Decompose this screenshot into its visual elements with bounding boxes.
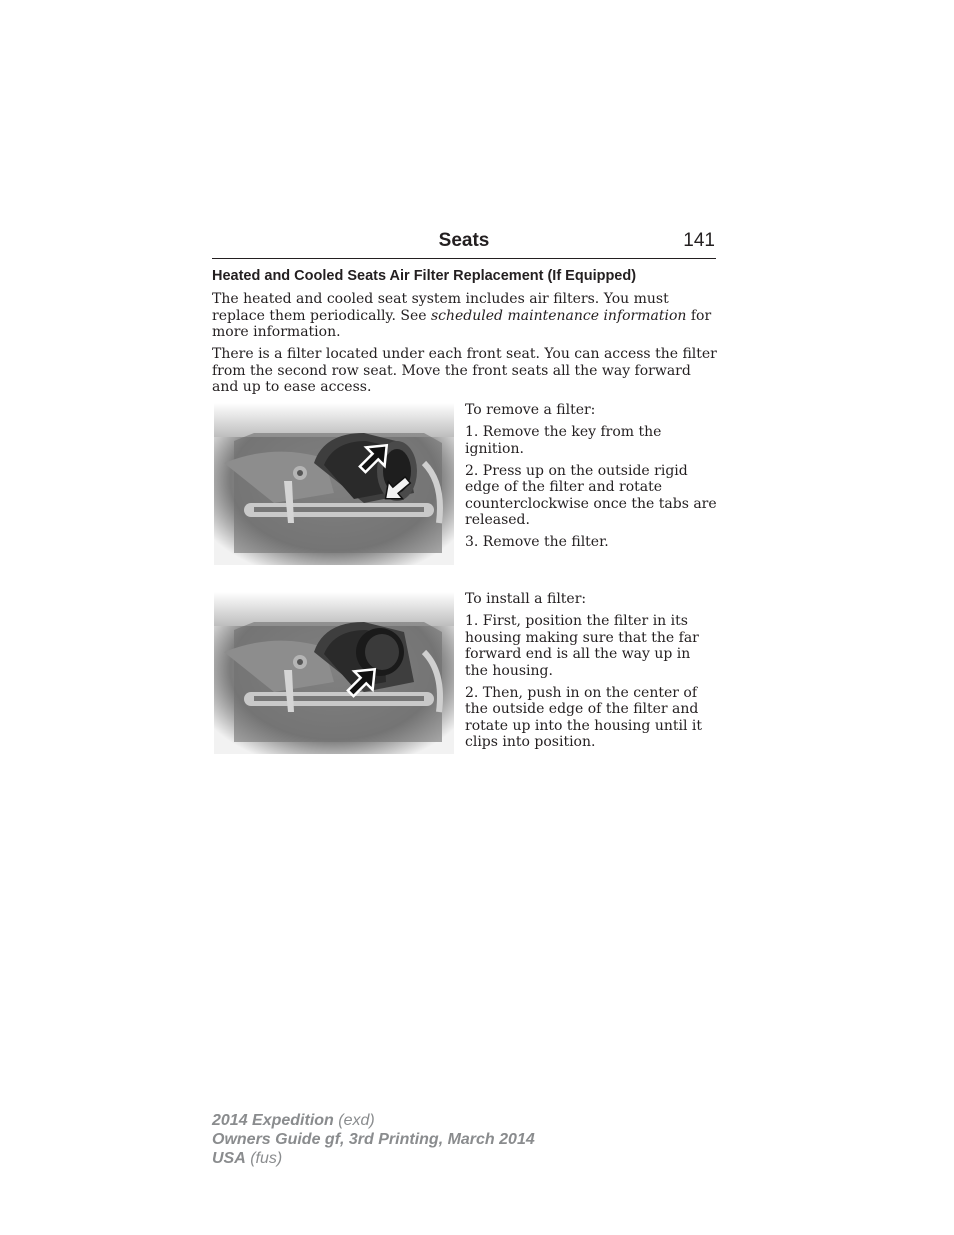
footer-model: 2014 Expedition xyxy=(212,1112,334,1129)
footer-market: USA xyxy=(212,1150,246,1167)
remove-step-1: 1. Remove the key from the ignition. xyxy=(465,424,662,457)
intro-paragraph xyxy=(212,291,718,341)
page-footer xyxy=(212,1111,535,1168)
remove-intro: To remove a filter: xyxy=(465,402,596,418)
location-paragraph: There is a filter located under each front seat. You can access the filter from the second row seat. Move the front seats all the way forward and up to ease access. xyxy=(212,346,717,395)
page-header xyxy=(212,228,716,259)
intro-text-end: for more information. xyxy=(212,307,712,340)
install-step-1: 1. First, position the filter in its housing making sure that the far forward end is all the way up in the housing. xyxy=(465,613,699,679)
footer-market-code: (fus) xyxy=(245,1150,283,1167)
section-heading: Heated and Cooled Seats Air Filter Replacement (If Equipped) xyxy=(212,268,637,284)
install-step-2: 2. Then, push in on the center of the outside edge of the filter and rotate up into the housing until it clips into position. xyxy=(465,684,702,750)
remove-step-3: 3. Remove the filter. xyxy=(465,534,609,550)
install-filter-steps xyxy=(465,591,717,756)
footer-printing: Owners Guide gf, 3rd Printing, March 2014 xyxy=(212,1131,535,1148)
install-filter-illustration xyxy=(214,592,454,754)
maintenance-reference-link[interactable]: scheduled maintenance information xyxy=(430,307,687,324)
install-intro: To install a filter: xyxy=(465,591,587,607)
page-number: 141 xyxy=(683,230,715,251)
intro-text-start: The heated and cooled seat system includes air filters. You must replace them periodically. See xyxy=(212,291,669,324)
remove-step-2: 2. Press up on the outside rigid edge of the filter and rotate counterclockwise once the tabs are released. xyxy=(465,462,717,528)
remove-filter-steps xyxy=(465,402,717,556)
footer-printing-line xyxy=(212,1130,535,1149)
footer-market-line xyxy=(212,1149,535,1168)
footer-model-code: (exd) xyxy=(333,1112,375,1129)
footer-model-line xyxy=(212,1111,535,1130)
header-title: Seats xyxy=(438,230,490,251)
remove-filter-illustration xyxy=(214,403,454,565)
